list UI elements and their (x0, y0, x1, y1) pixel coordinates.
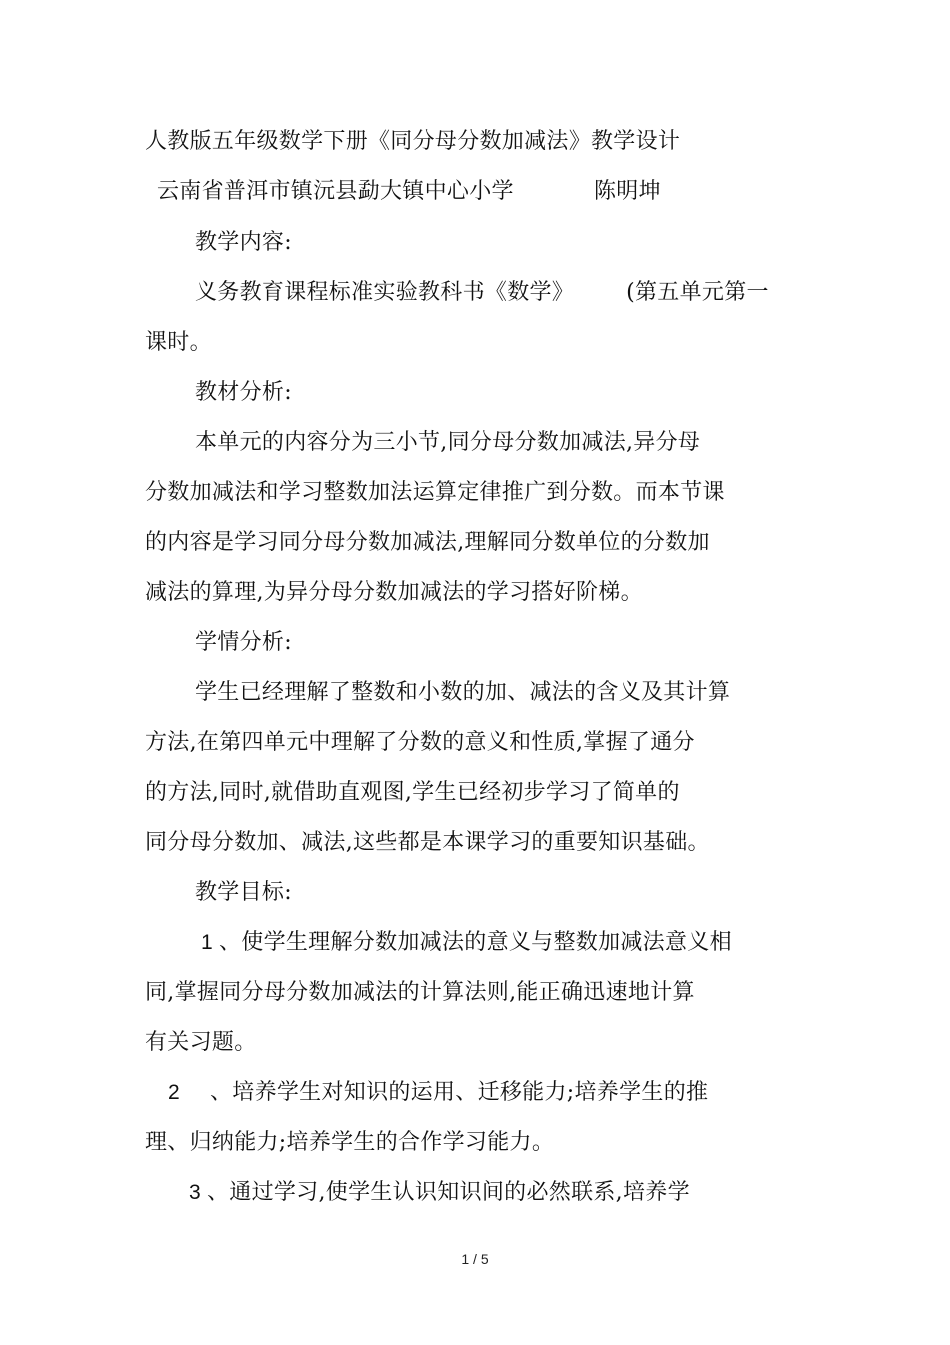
section-heading-goals: 教学目标: (195, 880, 292, 905)
paragraph-line: 课时。 (145, 330, 212, 355)
goal-1-text: 、使学生理解分数加减法的意义与整数加减法意义相 (218, 930, 732, 955)
section-heading-material: 教材分析: (195, 380, 292, 405)
author-line (157, 177, 661, 207)
goal-3-line (189, 1178, 690, 1208)
goal-3-number: 3 (189, 1181, 201, 1204)
content-text-cont: (第五单元第一 (626, 280, 769, 305)
paragraph-line: 的内容是学习同分母分数加减法,理解同分数单位的分数加 (145, 530, 710, 555)
section-heading-content: 教学内容: (195, 230, 292, 255)
section-heading-student: 学情分析: (195, 630, 292, 655)
author-school: 云南省普洱市镇沅县勐大镇中心小学 (157, 179, 514, 204)
goal-2-line (168, 1078, 708, 1108)
goal-1-line (201, 928, 732, 958)
paragraph-line: 有关习题。 (145, 1030, 257, 1055)
paragraph-line: 的方法,同时,就借助直观图,学生已经初步学习了简单的 (145, 780, 680, 805)
paragraph-line: 理、归纳能力;培养学生的合作学习能力。 (145, 1130, 555, 1155)
paragraph-line: 本单元的内容分为三小节,同分母分数加减法,异分母 (195, 430, 701, 455)
goal-1-number: 1 (201, 931, 213, 954)
goal-2-text: 、培养学生对知识的运用、迁移能力;培养学生的推 (209, 1080, 709, 1105)
goal-3-text: 、通过学习,使学生认识知识间的必然联系,培养学 (206, 1180, 690, 1205)
content-text: 义务教育课程标准实验教科书《数学》 (195, 280, 575, 305)
author-name: 陈明坤 (594, 179, 661, 204)
paragraph-line: 同,掌握同分母分数加减法的计算法则,能正确迅速地计算 (145, 980, 695, 1005)
paragraph-line: 减法的算理,为异分母分数加减法的学习搭好阶梯。 (145, 580, 643, 605)
paragraph-line: 分数加减法和学习整数加法运算定律推广到分数。而本节课 (145, 480, 725, 505)
paragraph-line: 学生已经理解了整数和小数的加、减法的含义及其计算 (195, 680, 731, 705)
page-number: 1 / 5 (461, 1251, 489, 1267)
paragraph-line: 同分母分数加、减法,这些都是本课学习的重要知识基础。 (145, 830, 710, 855)
goal-2-number: 2 (168, 1081, 180, 1104)
paragraph-line: 方法,在第四单元中理解了分数的意义和性质,掌握了通分 (145, 730, 695, 755)
paragraph-line (195, 278, 769, 308)
document-title: 人教版五年级数学下册《同分母分数加减法》教学设计 (145, 129, 681, 154)
